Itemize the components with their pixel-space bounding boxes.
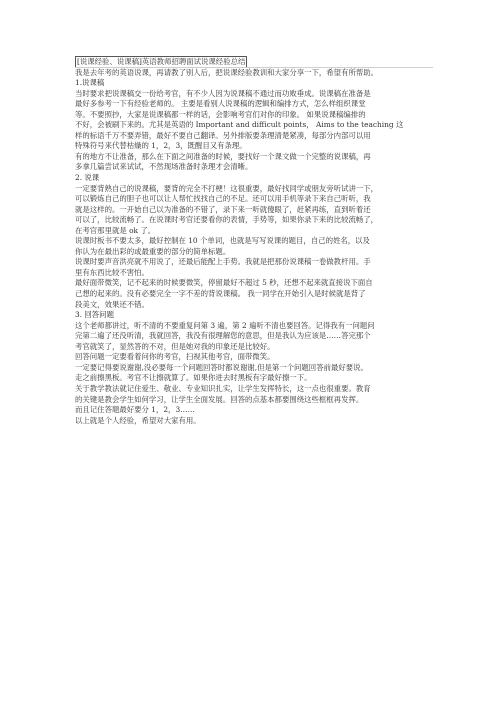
paragraph-line: 样的标语千万不要弄错，最好不要自己翻译。另外排版要条理清楚紧凑，每部分内部可以用 xyxy=(75,130,371,140)
paragraph-line: 说课时板书不要太多，最好控制在 10 个单词，也就是写写说课的题目，自己的姓名，以及 xyxy=(75,236,370,246)
paragraph-line: 的关键是教会学生如何学习，让学生全面发展。回答的点基本都要围绕这些框框再发挥。 xyxy=(75,394,364,404)
paragraph-line: 多拿几篇尝试来试试，不然现场准备时条理才会清晰。 xyxy=(75,162,253,172)
paragraph-line: 段美文，效果还不错。 xyxy=(75,299,149,309)
paragraph-line: 有的地方不让准备，那么在下面之间准备的时候，要找好一个课文做一个完整的说课稿，再 xyxy=(75,151,371,161)
paragraph-line: 就是这样的。一开始自己以为准备的不错了，录下来一听就傻眼了，赶紧再练，直到听着还 xyxy=(75,204,371,214)
document-page xyxy=(75,56,431,426)
paragraph-line: 等。不要照抄，大家是说课稿都一样的话，会影响考官们对你的印象。 如果说课稿编排的 xyxy=(75,109,366,119)
paragraph-line: 最好面带微笑，记不起来的时候要微笑，停留最好不超过 5 秒，还想不起来就直接说下面自 xyxy=(75,278,373,288)
paragraph-line: 一定要背熟自己的说课稿，要背的完全不打梗！这很重要，最好找同学或朋友旁听试讲一下， xyxy=(75,183,379,193)
paragraph-line: 可以了，比较流畅了。在说课时考官还要看你的表情，手势等，如果你录下来的比较流畅了， xyxy=(75,215,379,225)
paragraph-line: 不好，会被刷下来的。尤其是英语的 Important and difficult points， Aims to the teaching 这 xyxy=(75,120,404,130)
paragraph-line: 关于教学教法就记住爱生、敬业、专业知识扎实，让学生发挥特长，这一点也很重要。教育 xyxy=(75,383,371,393)
document-title-line xyxy=(75,56,431,67)
section-heading: 2. 说课 xyxy=(75,173,100,183)
paragraph-line: 当时要求把说课稿交一份给考官，有不少人因为说课稿不通过而功败垂成。说课稿在准备是 xyxy=(75,88,371,98)
paragraph-line: 说课时要声音洪亮就不用说了，还最后能配上手势。我就是把那份说课稿一卷做教杆用。手 xyxy=(75,257,371,267)
paragraph-line: 而且记住答题最好要分 1，2，3…… xyxy=(75,405,195,415)
paragraph-line: 你认为在最出彩的或最重要的部分的简单标题。 xyxy=(75,246,231,256)
paragraph-line: 里有东西比较不害怕。 xyxy=(75,267,149,277)
paragraph-line: 最好多参考一下有经验老师的。 主要是看别人说课稿的逻辑和编排方式，怎么样组织课堂 xyxy=(75,99,366,109)
document-title: [说课经验、说课稿]英语教师招聘面试说课经验总结 xyxy=(77,57,246,66)
paragraph-line: 以上就是个人经验，希望对大家有用。 xyxy=(75,415,201,425)
paragraph-line: 一定要记得要说谢谢,没必要每一个问题回答时都说谢谢,但是第一个问题回答前最好要说。 xyxy=(75,362,368,372)
paragraph-line: 考官就笑了，显然答的不对，但是她对我的印象还是比较好。 xyxy=(75,341,275,351)
paragraph-line: 己想的起来的。没有必要完全一字不差的背说课稿。 我一同学在开始引入是时候就是背了 xyxy=(75,289,366,299)
paragraph-line: 在考官那里就是 ok 了。 xyxy=(75,225,156,235)
paragraph-line: 回答问题一定要看着问你的考官，扫视其他考官，面带微笑。 xyxy=(75,352,275,362)
paragraph-line: 这个老师都讲过，听不清的不要重复问第 3 遍，第 2 遍听不清也要回答。记得我有一问题问 xyxy=(75,320,375,330)
paragraph-line: 走之前擦黑板。考官不让擦就算了。如果你进去时黑板有字最好擦一下。 xyxy=(75,373,312,383)
document-body xyxy=(75,68,431,427)
section-heading: 1.说课稿 xyxy=(75,78,105,88)
section-heading: 3. 回答问题 xyxy=(75,310,114,320)
paragraph-line: 完第二遍了还没听清，我就回答，我没有很理解您的意思，但是我认为应该是……答完那个 xyxy=(75,331,371,341)
paragraph-line: 我是去年考的英语说课，再请教了别人后，把说课经验教训和大家分享一下，希望有所帮助。 xyxy=(75,67,379,77)
paragraph-line: 可以锻炼自己的胆子也可以让人帮忙找找自己的不足。还可以用手机等录下来自己听听，我 xyxy=(75,194,371,204)
paragraph-line: 特殊符号来代替枯燥的 1，2，3，既醒目又有条理。 xyxy=(75,141,247,151)
